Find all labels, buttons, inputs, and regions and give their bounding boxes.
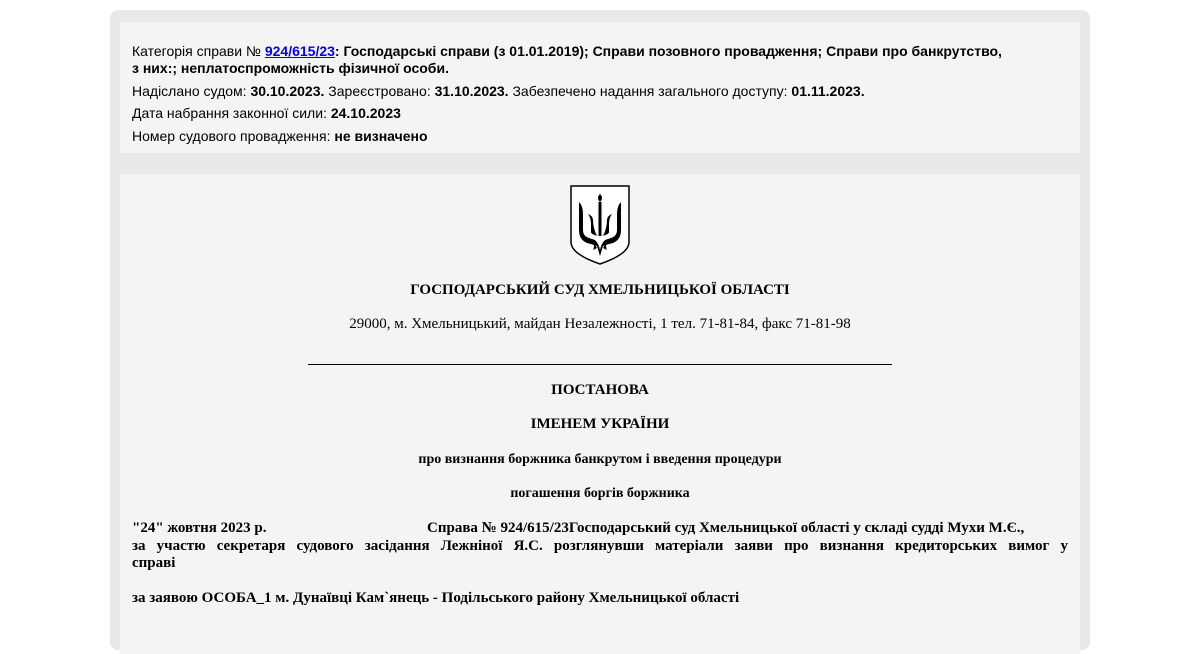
legal-force-line: [132, 105, 401, 122]
document-subtitle-continued: погашення боргів боржника: [510, 486, 690, 501]
access-value: 01.11.2023.: [791, 83, 865, 99]
proceeding-line: [132, 128, 428, 145]
category-label: Категорія справи №: [132, 43, 261, 59]
document-heading: ПОСТАНОВА: [551, 382, 649, 398]
category-text-continued: з них:; неплатоспроможність фізичної особи.: [132, 60, 449, 76]
legal-force-label: Дата набрання законної сили:: [132, 105, 327, 121]
document-body: [120, 174, 1080, 654]
case-category-line-2: [132, 60, 449, 77]
ukraine-trident-icon: [569, 184, 631, 266]
proceeding-value: не визначено: [334, 128, 428, 144]
proceeding-label: Номер судового провадження:: [132, 128, 331, 144]
divider-line: [308, 364, 892, 365]
case-metadata-panel: [120, 22, 1080, 153]
access-label: Забезпечено надання загального доступу:: [512, 83, 788, 99]
case-line: Справа № 924/615/23Господарський суд Хмельницької області у складі судді Мухи М.Є.,: [427, 520, 1025, 536]
registered-value: 31.10.2023.: [434, 83, 509, 99]
case-number-link[interactable]: 924/615/23: [264, 43, 335, 59]
legal-force-value: 24.10.2023: [330, 105, 401, 121]
court-title: ГОСПОДАРСЬКИЙ СУД ХМЕЛЬНИЦЬКОЇ ОБЛАСТІ: [410, 282, 790, 298]
registered-label: Зареєстровано:: [328, 83, 431, 99]
sent-value: 30.10.2023.: [250, 83, 325, 99]
court-address: 29000, м. Хмельницький, майдан Незалежності, 1 тел. 71-81-84, факс 71-81-98: [349, 316, 851, 332]
document-subtitle: про визнання боржника банкрутом і введення процедури: [418, 452, 782, 467]
decision-date: "24" жовтня 2023 р.: [132, 520, 267, 536]
dates-line: [132, 83, 865, 100]
body-paragraph-line: за участю секретаря судового засідання Лежніної Я.С. розглянувши матеріали заяви про визнання кредиторських вимог у: [132, 538, 1068, 554]
document-heading-name: ІМЕНЕМ УКРАЇНИ: [530, 416, 670, 432]
body-paragraph-line-2: справі: [132, 555, 176, 571]
applicant-line: за заявою ОСОБА_1 м. Дунаївці Кам`янець - Подільського району Хмельницької області: [132, 590, 740, 606]
sent-label: Надіслано судом:: [132, 83, 247, 99]
case-category-line: [132, 43, 1002, 60]
page-frame: [110, 10, 1090, 650]
category-text: : Господарські справи (з 01.01.2019); Справи позовного провадження; Справи про банкрутство,: [334, 43, 1002, 59]
